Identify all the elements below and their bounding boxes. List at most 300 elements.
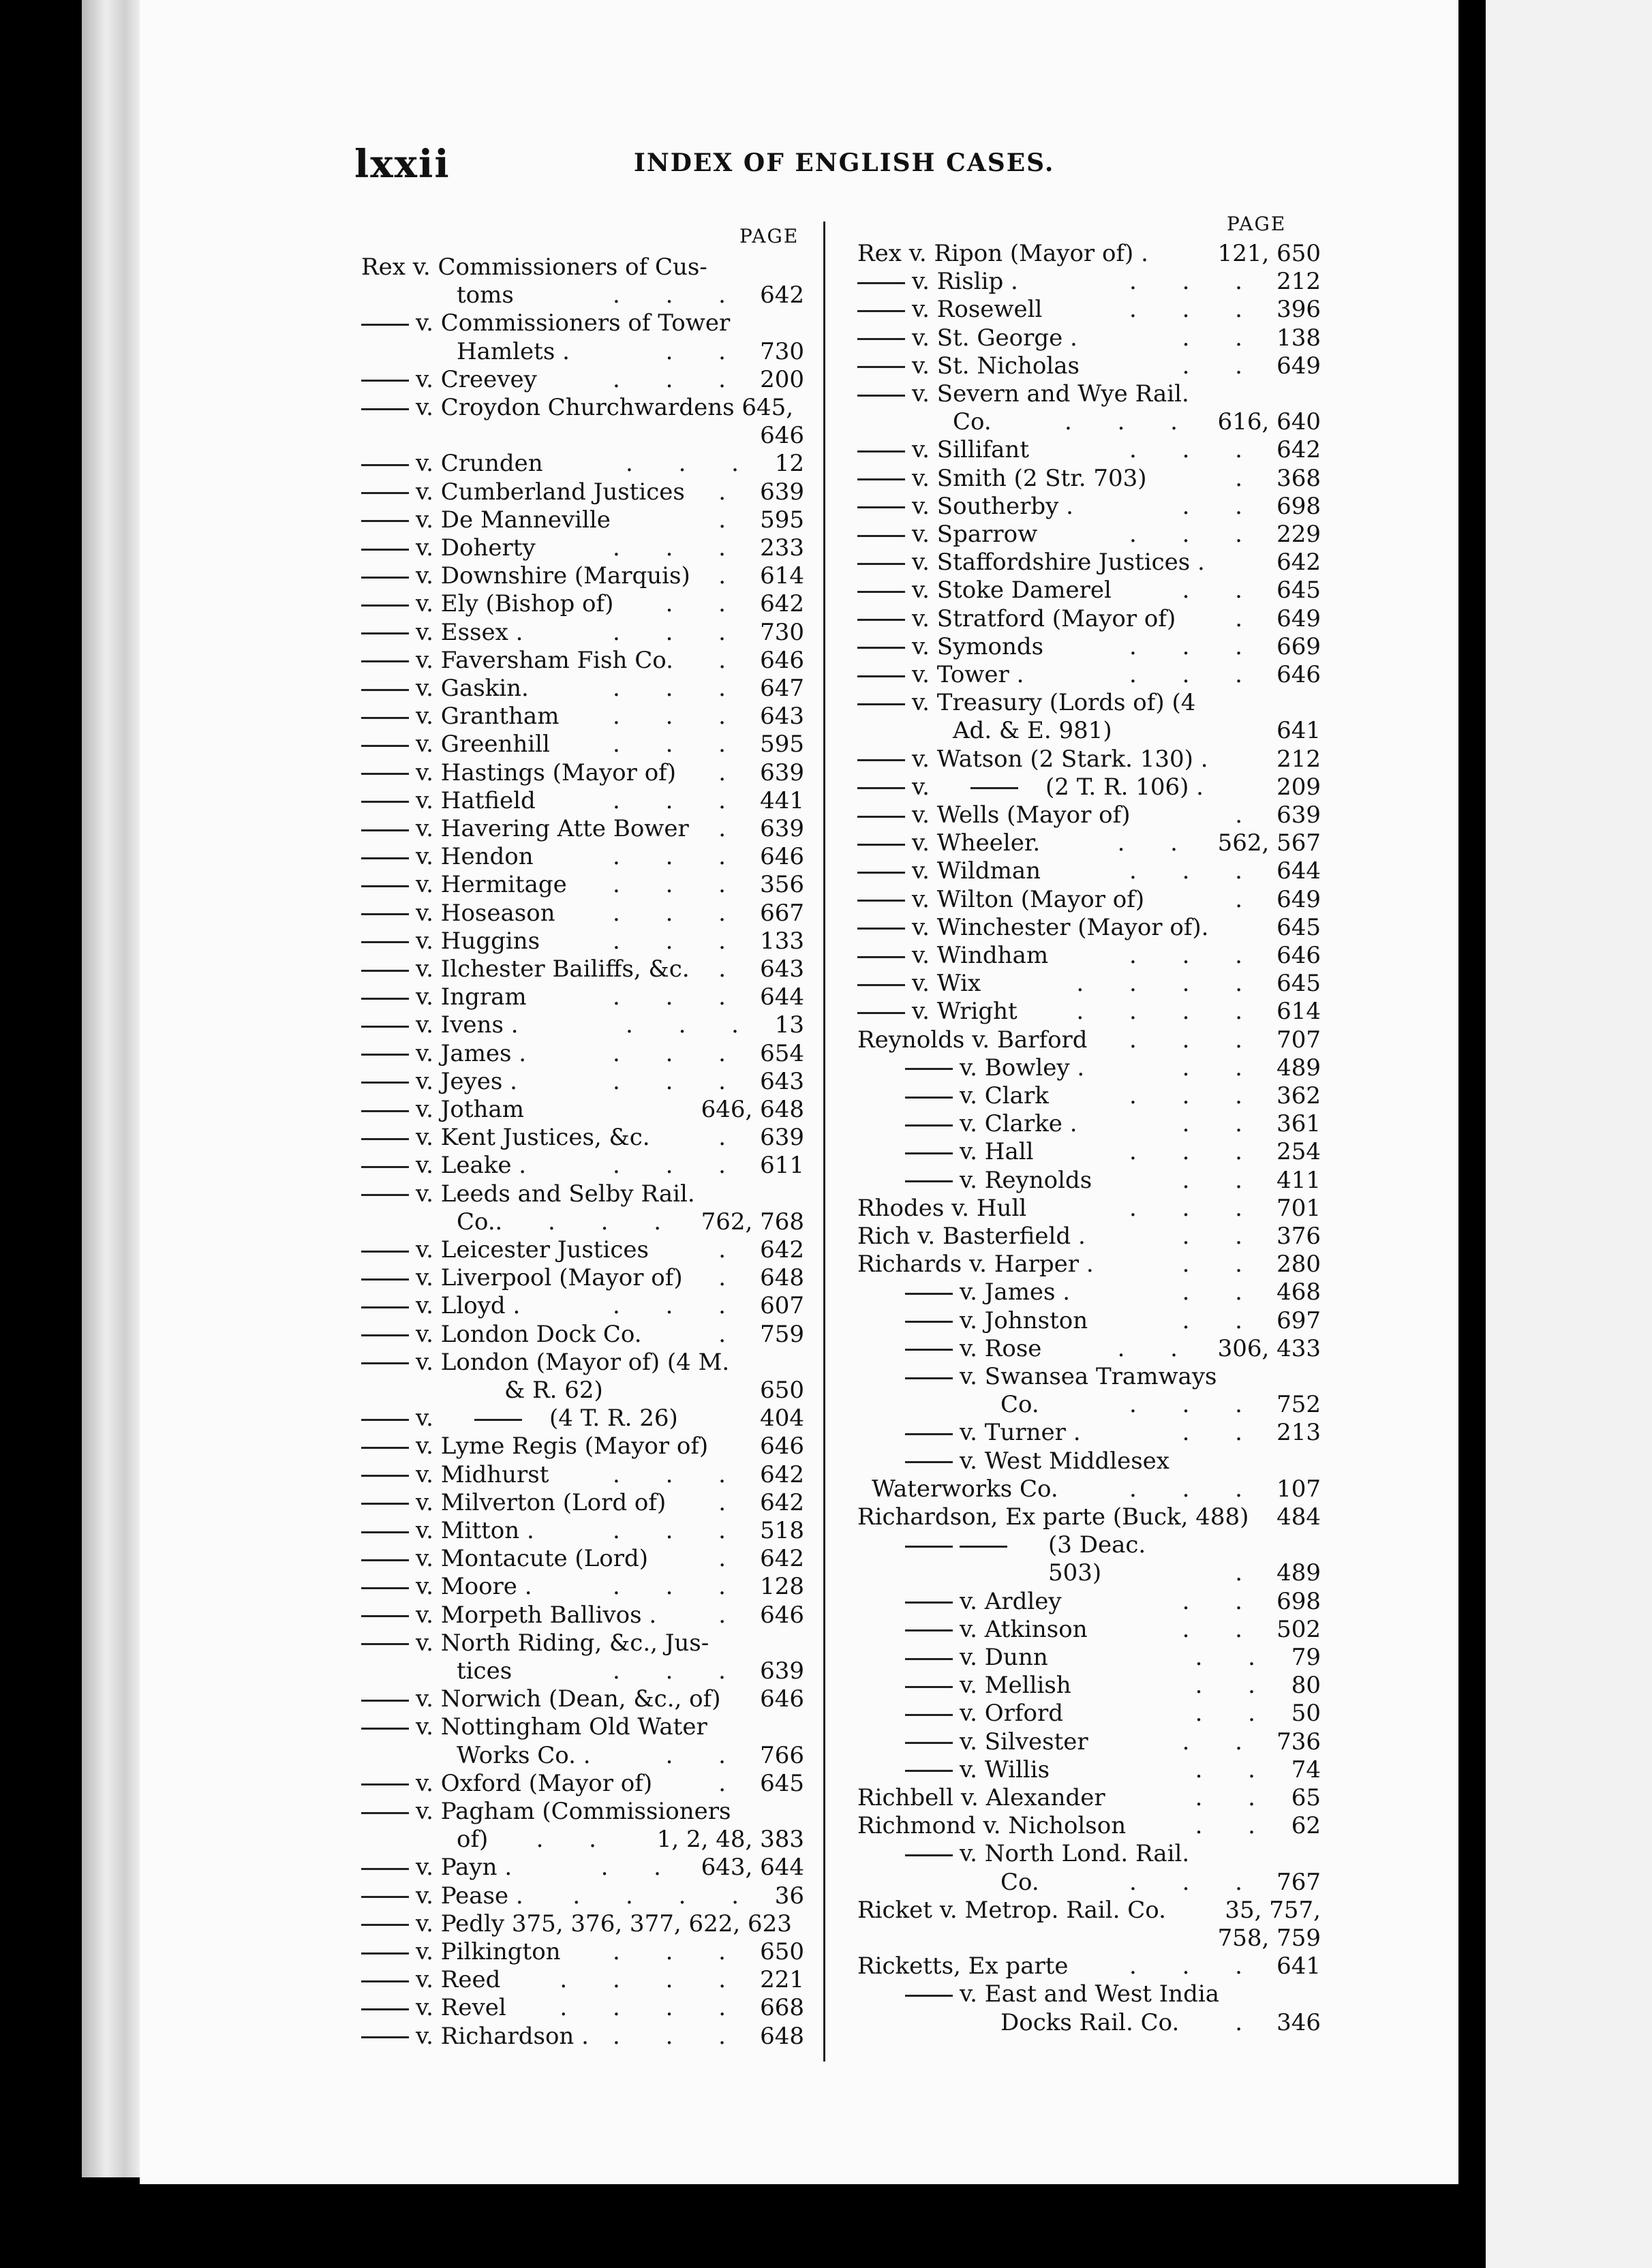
leader-dots: . . . (1129, 942, 1261, 969)
ditto-dash (361, 1783, 409, 1786)
page-number: 649 (1276, 885, 1321, 913)
leader-dots: . . . (612, 1039, 745, 1067)
page-number: 646 (760, 646, 804, 674)
index-entry (361, 1236, 804, 1263)
entry-text: v. Windham (912, 942, 1049, 969)
page-number: 752 (1276, 1391, 1321, 1419)
entry-text: v. Ingram (416, 983, 527, 1011)
page-number: 646 (1276, 661, 1321, 688)
ditto-dash (361, 1700, 409, 1702)
entry-text: v. Southerby . (912, 492, 1073, 520)
index-entry (857, 970, 1321, 997)
ditto-dash (905, 1602, 953, 1604)
ditto-dash (905, 1293, 953, 1295)
index-entry (857, 1447, 1321, 1475)
index-entry (361, 281, 804, 309)
leader-dots: . (718, 1601, 745, 1629)
page-number: 12 (774, 450, 804, 478)
page-number: 646, 648 (701, 1096, 804, 1123)
index-entry (857, 577, 1321, 604)
page-number: 639 (760, 1657, 804, 1685)
entry-text: Hamlets . (457, 337, 570, 365)
leader-dots: . (1235, 2008, 1261, 2036)
index-entry (857, 1616, 1321, 1643)
ditto-dash (857, 759, 905, 761)
ditto-dash (361, 1026, 409, 1028)
entry-text: Docks Rail. Co. (1000, 2008, 1180, 2036)
leader-dots: . . . (612, 927, 745, 955)
leader-dots: . . . (612, 534, 745, 562)
ditto-dash (857, 928, 905, 930)
ditto-dash (905, 1377, 953, 1379)
index-entry (857, 1925, 1321, 1952)
index-entry (361, 478, 804, 506)
index-entry (361, 1994, 804, 2021)
leader-dots: . (718, 1124, 745, 1152)
page-number: 376 (1276, 1223, 1321, 1250)
ditto-dash (857, 282, 905, 284)
entry-text: v. Atkinson (960, 1615, 1088, 1643)
ditto-dash (857, 310, 905, 312)
leader-dots: . (718, 1769, 745, 1797)
leader-dots: . . (1182, 577, 1261, 604)
index-entry (857, 1700, 1321, 1727)
index-entry (361, 983, 804, 1011)
leader-dots: . . (1117, 829, 1197, 857)
leader-dots: . . . (612, 1517, 745, 1544)
entry-text: v. Leake . (416, 1152, 527, 1180)
leader-dots: . . . (625, 1011, 758, 1039)
leader-dots: . . . (612, 1067, 745, 1095)
entry-text: v. Tower . (912, 661, 1024, 688)
ditto-dash (857, 563, 905, 565)
entry-text: v. Sillifant (912, 436, 1029, 464)
leader-dots: . . (1195, 1784, 1274, 1811)
page-number: 642 (760, 1236, 804, 1263)
entry-text: v. (912, 773, 930, 801)
index-entry (857, 1082, 1321, 1109)
index-entry (857, 1054, 1321, 1082)
index-entry (361, 1798, 804, 1825)
page-number: 128 (760, 1573, 804, 1601)
index-entry (857, 521, 1321, 548)
leader-dots: . (718, 1320, 745, 1348)
leader-dots: . . . (1129, 1026, 1261, 1054)
entry-text: Rhodes v. Hull (857, 1194, 1027, 1222)
entry-text: Rex v. Ripon (Mayor of) . (857, 240, 1148, 267)
ditto-dash (905, 1629, 953, 1631)
leader-dots: . . (1182, 1615, 1261, 1643)
ditto-dash (361, 941, 409, 943)
ditto-dash (857, 647, 905, 649)
index-entry (361, 1517, 804, 1544)
leader-dots: . (1235, 885, 1261, 913)
ditto-dash (857, 619, 905, 621)
entry-text: v. Creevey (416, 365, 537, 393)
page-number: 614 (1276, 998, 1321, 1026)
ditto-dash (905, 1742, 953, 1744)
page-number: 730 (760, 618, 804, 646)
ditto-dash (857, 591, 905, 593)
index-entry (857, 1195, 1321, 1222)
index-entry (361, 1152, 804, 1179)
leader-dots: . . . (1129, 857, 1261, 885)
ditto-dash (905, 1152, 953, 1154)
entry-text: v. Clark (960, 1082, 1049, 1109)
index-entry (361, 1938, 804, 1965)
entry-text: v. Rosewell (912, 296, 1043, 324)
index-entry (857, 1026, 1321, 1054)
index-entry (361, 1770, 804, 1797)
entry-text: v. Bowley . (960, 1054, 1085, 1082)
entry-text: v. Hoseason (416, 899, 555, 927)
index-entry (361, 900, 804, 927)
leader-dots: . (718, 815, 745, 842)
leader-dots: . (718, 758, 745, 786)
page-number: 489 (1276, 1054, 1321, 1082)
index-entry (857, 268, 1321, 295)
entry-text: v. Nottingham Old Water (416, 1713, 707, 1741)
leader-dots: . . (1182, 1728, 1261, 1756)
page-number: 767 (1276, 1868, 1321, 1896)
entry-text: v. Lloyd . (416, 1292, 521, 1320)
index-entry (361, 422, 804, 449)
entry-text: v. Dunn (960, 1644, 1048, 1671)
ditto-dash (361, 1194, 409, 1196)
entry-text: v. Jotham (416, 1096, 524, 1123)
entry-text: v. Huggins (416, 927, 540, 955)
ditto-dash (857, 1012, 905, 1014)
page-number: 411 (1276, 1166, 1321, 1194)
leader-dots: . . (1182, 1251, 1261, 1278)
entry-text: v. Hastings (Mayor of) (416, 758, 677, 786)
page-number: 646 (760, 843, 804, 871)
page-number: 468 (1276, 1278, 1321, 1306)
ditto-dash (905, 1546, 953, 1548)
page-number: 642 (760, 1460, 804, 1488)
index-entry (361, 1349, 804, 1376)
index-entry (857, 1251, 1321, 1278)
ditto-dash (361, 1419, 409, 1421)
entry-text: tices (457, 1657, 513, 1685)
page-number: 62 (1291, 1812, 1321, 1840)
index-entry (857, 914, 1321, 941)
entry-text: v. Jeyes . (416, 1067, 517, 1095)
entry-text: v. East and West India (960, 1980, 1219, 2008)
ditto-dash (857, 872, 905, 874)
entry-text: v. Silvester (960, 1728, 1088, 1756)
page-number: 639 (760, 758, 804, 786)
index-entry (857, 1167, 1321, 1194)
ditto-dash (361, 380, 409, 382)
index-entry (361, 366, 804, 393)
ditto-dash (905, 1349, 953, 1351)
page-number: 441 (760, 786, 804, 814)
index-entry (361, 647, 804, 674)
entry-text: v. Ardley (960, 1587, 1062, 1615)
entry-text: v. Sparrow (912, 521, 1038, 548)
page-number: 611 (760, 1152, 804, 1180)
page-number: 646 (760, 1685, 804, 1713)
leader-dots: . . . (1129, 1952, 1261, 1980)
page-number: 642 (760, 590, 804, 618)
index-entry (361, 1461, 804, 1488)
page-number: 484 (1276, 1503, 1321, 1531)
entry-text: v. Cumberland Justices (416, 478, 685, 506)
page-number: 213 (1276, 1419, 1321, 1447)
page-number: 668 (760, 1994, 804, 2022)
entry-text: & R. 62) (504, 1377, 603, 1404)
index-entry (857, 1897, 1321, 1924)
page-label-right: PAGE (1227, 213, 1287, 235)
page-number: 642 (1276, 549, 1321, 577)
entry-text: of) (457, 1826, 489, 1854)
index-entry (857, 717, 1321, 744)
ditto-dash (905, 1770, 953, 1772)
ditto-dash (361, 1251, 409, 1253)
leader-dots: . . (1182, 492, 1261, 520)
entry-text: v. Ilchester Bailiffs, &c. (416, 955, 690, 983)
leader-dots: . . (1182, 1587, 1261, 1615)
index-entry (857, 1138, 1321, 1165)
leader-dots: . . . (612, 1152, 745, 1180)
index-entry (857, 1475, 1321, 1503)
leader-dots: . (718, 1236, 745, 1263)
page-number: 280 (1276, 1251, 1321, 1278)
index-entry (857, 1869, 1321, 1896)
leader-dots: . . . (1129, 436, 1261, 464)
index-entry (361, 928, 804, 955)
index-entry (361, 1573, 804, 1600)
entry-text: v. Faversham Fish Co. (416, 646, 673, 674)
index-entry (361, 1208, 804, 1236)
entry-text: v. Symonds (912, 632, 1044, 660)
leader-dots: . . . (612, 618, 745, 646)
entry-text: v. West Middlesex (960, 1447, 1169, 1475)
entry-text: 503) (1048, 1559, 1102, 1587)
index-entry (857, 1335, 1321, 1362)
leader-dots: . . (536, 1826, 615, 1854)
entry-text: v. Richardson . (416, 2022, 589, 2050)
index-entry (857, 633, 1321, 660)
page-number: 616, 640 (1217, 408, 1321, 436)
leader-dots: . . (1182, 352, 1261, 380)
leader-dots: . . . . (1076, 970, 1261, 998)
ditto-dash (905, 1433, 953, 1435)
entry-text: Richbell v. Alexander (857, 1784, 1105, 1811)
page-number: 642 (760, 1545, 804, 1573)
entry-text: v. Wilton (Mayor of) (912, 885, 1145, 913)
page-number: 648 (760, 2022, 804, 2050)
index-entry (857, 1952, 1321, 1980)
leader-dots: . . . (612, 1292, 745, 1320)
index-entry (857, 1531, 1321, 1559)
ditto-dash (857, 506, 905, 508)
index-entry (857, 998, 1321, 1025)
leader-dots: . . . (1129, 268, 1261, 296)
page-number: 650 (760, 1938, 804, 1965)
ditto-dash (361, 577, 409, 579)
entry-text: (3 Deac. (1048, 1531, 1146, 1559)
ditto-dash (361, 492, 409, 494)
page-number: 667 (760, 899, 804, 927)
page-number: 229 (1276, 521, 1321, 548)
ditto-dash (857, 366, 905, 368)
leader-dots: . . . (612, 281, 745, 309)
entry-text: v. Downshire (Marquis) (416, 562, 690, 590)
entry-text: Ricketts, Ex parte (857, 1952, 1069, 1980)
ditto-dash (905, 1714, 953, 1716)
index-entry (857, 746, 1321, 773)
entry-citation: (2 T. R. 106) . (1045, 773, 1204, 801)
ditto-dash (905, 1686, 953, 1688)
page-number: 647 (760, 675, 804, 702)
ditto-dash (960, 1546, 1007, 1548)
page-number: 368 (1276, 464, 1321, 492)
running-head: INDEX OF ENGLISH CASES. (634, 149, 1055, 177)
ditto-dash (361, 1924, 409, 1926)
page-number: 697 (1276, 1306, 1321, 1334)
index-entry (857, 2009, 1321, 2036)
entry-text: v. Hendon (416, 843, 534, 871)
leader-dots: . . (1195, 1812, 1274, 1840)
page-number: 404 (760, 1405, 804, 1432)
ditto-dash (905, 1658, 953, 1660)
leader-dots: . . . . (560, 1966, 745, 1994)
entry-text: Ad. & E. 981) (953, 717, 1112, 745)
page-number: 650 (760, 1377, 804, 1404)
entry-text: v. Treasury (Lords of) (4 (912, 689, 1196, 717)
leader-dots: . . . . (572, 1882, 758, 1910)
entry-text: v. Reed (416, 1966, 501, 1994)
leader-dots: . . (1182, 1166, 1261, 1194)
ditto-dash (361, 1138, 409, 1140)
entry-text: v. Essex . (416, 618, 523, 646)
index-entry (361, 1685, 804, 1713)
page-number: 649 (1276, 604, 1321, 632)
index-entry (857, 773, 1321, 801)
page-number: 595 (760, 731, 804, 758)
leader-dots: . . (665, 337, 745, 365)
ditto-dash (857, 535, 905, 537)
index-entry (361, 590, 804, 617)
leader-dots: . . . (612, 899, 745, 927)
leader-dots: . (1235, 604, 1261, 632)
index-entry (361, 1011, 804, 1039)
page-number: 107 (1276, 1475, 1321, 1503)
entry-text: v. Wheeler. (912, 829, 1041, 857)
ditto-dash (905, 1321, 953, 1323)
index-entry (361, 506, 804, 534)
index-entry (857, 1503, 1321, 1531)
ditto-dash (361, 1643, 409, 1645)
index-entry (361, 1742, 804, 1769)
index-entry (361, 955, 804, 983)
leader-dots: . . . (1129, 1082, 1261, 1109)
ditto-dash (361, 604, 409, 607)
entry-text: v. Montacute (Lord) (416, 1545, 649, 1573)
leader-dots: . . . (612, 786, 745, 814)
entry-text: v. Oxford (Mayor of) (416, 1769, 653, 1797)
page-number: 646 (760, 422, 804, 450)
leader-dots: . . . (1129, 521, 1261, 548)
index-entry (857, 1588, 1321, 1615)
index-entry (857, 886, 1321, 913)
leader-dots: . . . (1129, 1138, 1261, 1166)
leader-dots: . (718, 955, 745, 983)
leader-dots: . . . (1064, 408, 1197, 436)
leader-dots: . . . (612, 983, 745, 1011)
index-entry (361, 843, 804, 870)
entry-text: v. Wix (912, 970, 981, 998)
ditto-dash (361, 689, 409, 691)
page-number: 639 (1276, 801, 1321, 829)
entry-text: v. Kent Justices, &c. (416, 1124, 650, 1152)
ditto-dash (361, 408, 409, 410)
leader-dots: . . (665, 590, 745, 618)
entry-text: v. Hatfield (416, 786, 536, 814)
entry-text: Co. (1000, 1391, 1039, 1419)
index-entry (857, 1728, 1321, 1756)
index-entry (361, 1602, 804, 1629)
ditto-dash (361, 1166, 409, 1168)
index-entry (361, 759, 804, 786)
index-entry (361, 338, 804, 365)
leader-dots: . . (1182, 1110, 1261, 1138)
page-number: 133 (760, 927, 804, 955)
ditto-dash (361, 1559, 409, 1561)
entry-text: v. Doherty (416, 534, 536, 562)
ditto-dash (361, 1952, 409, 1955)
entry-text: v. (416, 1405, 433, 1432)
page-number: 614 (760, 562, 804, 590)
index-entry (857, 661, 1321, 688)
entry-text: v. Lyme Regis (Mayor of) (416, 1432, 709, 1460)
index-entry (361, 815, 804, 842)
entry-text: v. Crunden (416, 450, 543, 478)
index-entry (361, 1040, 804, 1067)
leader-dots: . . . (612, 1657, 745, 1685)
ditto-dash (361, 1278, 409, 1281)
index-entry (857, 1672, 1321, 1699)
ditto-dash (361, 773, 409, 775)
page-number: 654 (760, 1039, 804, 1067)
entry-text: v. St. George . (912, 324, 1077, 352)
page-number: 643 (760, 1067, 804, 1095)
entry-text: v. London Dock Co. (416, 1320, 642, 1348)
page-number: 306, 433 (1217, 1334, 1321, 1362)
page-number: 643 (760, 955, 804, 983)
index-entry (857, 240, 1321, 267)
entry-text: Rex v. Commissioners of Cus- (361, 254, 707, 281)
ditto-dash (361, 549, 409, 551)
page-number: 209 (1276, 773, 1321, 801)
page-number: 641 (1276, 717, 1321, 745)
leader-dots: . (718, 506, 745, 534)
leader-dots: . . . (1129, 296, 1261, 324)
index-entry (361, 1264, 804, 1291)
leader-dots: . . (1117, 1334, 1197, 1362)
page-number: 65 (1291, 1784, 1321, 1811)
entry-text: v. Mitton . (416, 1517, 534, 1544)
ditto-dash (857, 900, 905, 902)
index-entry (361, 562, 804, 589)
page-number: 645 (1276, 970, 1321, 998)
entry-text: v. Swansea Tramways (960, 1363, 1217, 1390)
entry-text: toms (457, 281, 514, 309)
leader-dots: . (718, 646, 745, 674)
index-entry (361, 871, 804, 898)
